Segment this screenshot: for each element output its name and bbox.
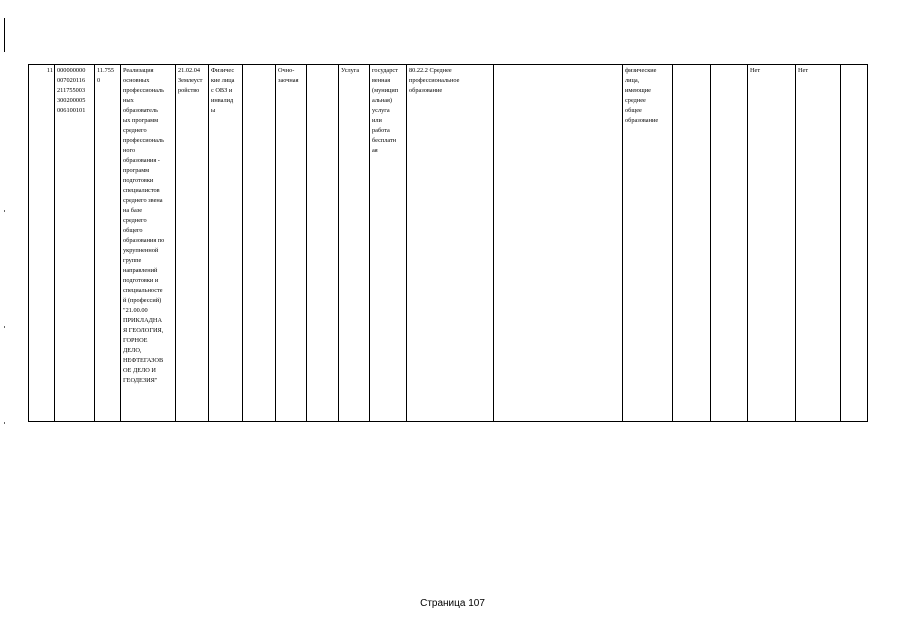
registry-table (28, 64, 868, 422)
empty-cell (307, 65, 339, 422)
table-row (29, 65, 868, 422)
item-type: Услуга (339, 65, 370, 422)
empty-cell (841, 65, 868, 422)
recipient-category: физические лица, имеющие среднее общее образование (623, 65, 673, 422)
classifier-code: 11.755 0 (95, 65, 121, 422)
empty-cell (711, 65, 748, 422)
registry-code: 000000000 007020116 211755003 300200005 006100101 (55, 65, 95, 422)
row-number: 11 (29, 65, 55, 422)
left-margin-mark (4, 326, 5, 328)
page-number: Страница 107 (420, 598, 485, 609)
education-form: Очно- заочная (276, 65, 307, 422)
consumer-category: Физичес кие лица с ОВЗ и инвалид ы (209, 65, 243, 422)
service-kind: государст венная (муницип альная) услуга или работа бесплатн ая (370, 65, 407, 422)
empty-cell (673, 65, 711, 422)
left-margin-mark (4, 422, 5, 424)
left-margin-mark (4, 210, 5, 212)
empty-cell (243, 65, 276, 422)
flag-cell: Нет (748, 65, 796, 422)
empty-cell (494, 65, 623, 422)
specialty: 21.02.04 Землеуст ройство (176, 65, 209, 422)
service-name: Реализация основных профессиональ ных образователь ых программ среднего профессиональ ного образования - программ подготовки специалистов среднего звена на базе среднего общего образования по укрупненной группе направлений подготовки и специальносте й (профессий) "21.00.00 ПРИКЛАДНА Я ГЕОЛОГИЯ, ГОРНОЕ ДЕЛО, НЕФТЕГАЗОВ ОЕ ДЕЛО И ГЕОДЕЗИЯ" (121, 65, 176, 422)
left-margin-line (4, 18, 5, 52)
flag-cell: Нет (796, 65, 841, 422)
okved-code: 80.22.2 Среднее профессиональное образование (407, 65, 494, 422)
